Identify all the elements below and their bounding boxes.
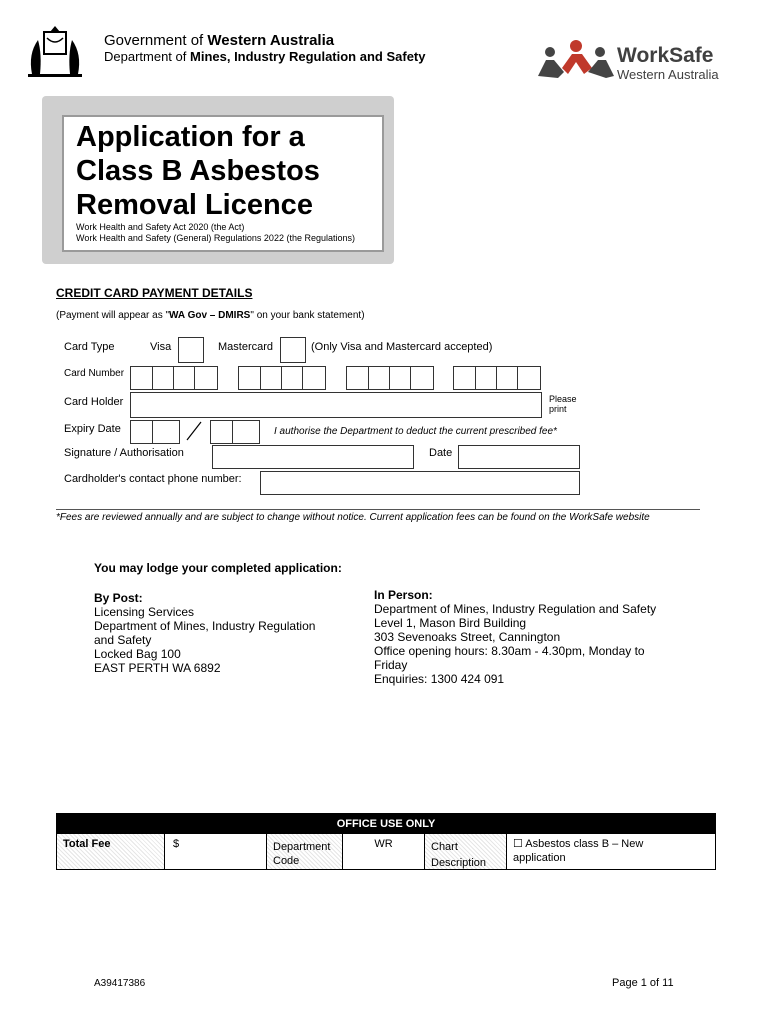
post-line: EAST PERTH WA 6892: [94, 661, 221, 675]
post-line: Licensing Services: [94, 605, 195, 619]
fees-note: *Fees are reviewed annually and are subject to change without notice. Current application fees can be found on the WorkSafe website: [56, 512, 650, 523]
signature-label: Signature / Authorisation: [64, 447, 184, 459]
in-person-line: Department of Mines, Industry Regulation and Safety: [374, 602, 657, 616]
act-reference: Work Health and Safety Act 2020 (the Act): [76, 222, 245, 232]
card-number-group-3[interactable]: [346, 366, 434, 390]
page-number: Page 1 of 11: [612, 977, 674, 989]
in-person-line: Enquiries: 1300 424 091: [374, 672, 505, 686]
in-person-address: [374, 588, 656, 686]
worksafe-people-logo: [536, 38, 616, 86]
contact-phone-field[interactable]: [260, 471, 580, 495]
post-line: Locked Bag 100: [94, 647, 181, 661]
expiry-month-field[interactable]: [130, 420, 180, 444]
mastercard-label: Mastercard: [218, 341, 274, 353]
accepted-cards-note: (Only Visa and Mastercard accepted): [311, 341, 493, 353]
divider: [56, 509, 700, 510]
authorisation-statement: I authorise the Department to deduct the current prescribed fee*: [274, 426, 557, 437]
total-fee-field[interactable]: $: [165, 834, 267, 869]
card-number-group-2[interactable]: [238, 366, 326, 390]
wr-field[interactable]: WR: [343, 834, 425, 869]
post-line: Department of Mines, Industry Regulation: [94, 619, 316, 633]
department-name: Department of Mines, Industry Regulation and Safety: [104, 49, 426, 64]
regulations-reference: Work Health and Safety (General) Regulations 2022 (the Regulations): [76, 233, 355, 243]
government-name: Government of Western Australia: [104, 32, 335, 49]
card-holder-label: Card Holder: [64, 396, 124, 408]
date-field[interactable]: [458, 445, 580, 469]
total-fee-label: Total Fee: [57, 834, 165, 869]
signature-field[interactable]: [212, 445, 414, 469]
worksafe-wordmark: WorkSafe: [617, 44, 714, 67]
please-print-note: Please print: [549, 394, 577, 414]
date-label: Date: [429, 447, 453, 459]
card-number-group-1[interactable]: [130, 366, 218, 390]
expiry-date-label: Expiry Date: [64, 423, 121, 435]
post-heading: By Post:: [94, 591, 143, 605]
expiry-year-field[interactable]: [210, 420, 260, 444]
card-holder-field[interactable]: [130, 392, 542, 418]
worksafe-subtitle: Western Australia: [617, 67, 719, 82]
section-heading: CREDIT CARD PAYMENT DETAILS: [56, 286, 253, 300]
mastercard-checkbox[interactable]: [280, 337, 306, 363]
in-person-line: 303 Sevenoaks Street, Cannington: [374, 630, 561, 644]
asbestos-class-b-option[interactable]: ☐ Asbestos class B – New application: [513, 838, 644, 864]
contact-phone-label: Cardholder's contact phone number:: [64, 473, 242, 485]
department-code-label: Department Code: [267, 834, 343, 869]
in-person-heading: In Person:: [374, 588, 433, 602]
date-separator-slash: [184, 420, 204, 442]
payment-note: (Payment will appear as "WA Gov – DMIRS" on your bank statement): [56, 310, 365, 321]
post-address: [94, 591, 315, 675]
visa-checkbox[interactable]: [178, 337, 204, 363]
office-use-table: [56, 833, 716, 870]
in-person-line: Level 1, Mason Bird Building: [374, 616, 527, 630]
card-number-label: Card Number: [64, 368, 125, 379]
in-person-line: Office opening hours: 8.30am - 4.30pm, Monday to: [374, 644, 645, 658]
office-use-heading: OFFICE USE ONLY: [56, 813, 716, 833]
lodge-heading: You may lodge your completed application:: [94, 561, 342, 575]
post-line: and Safety: [94, 633, 152, 647]
wa-crest-logo: [22, 24, 88, 80]
document-id: A39417386: [94, 978, 146, 989]
document-title: Application for a Class B Asbestos Removal Licence: [76, 121, 320, 221]
chart-description-label: Chart Description: [425, 834, 507, 869]
card-number-group-4[interactable]: [453, 366, 541, 390]
visa-label: Visa: [150, 341, 172, 353]
in-person-line: Friday: [374, 658, 408, 672]
card-type-label: Card Type: [64, 341, 115, 353]
